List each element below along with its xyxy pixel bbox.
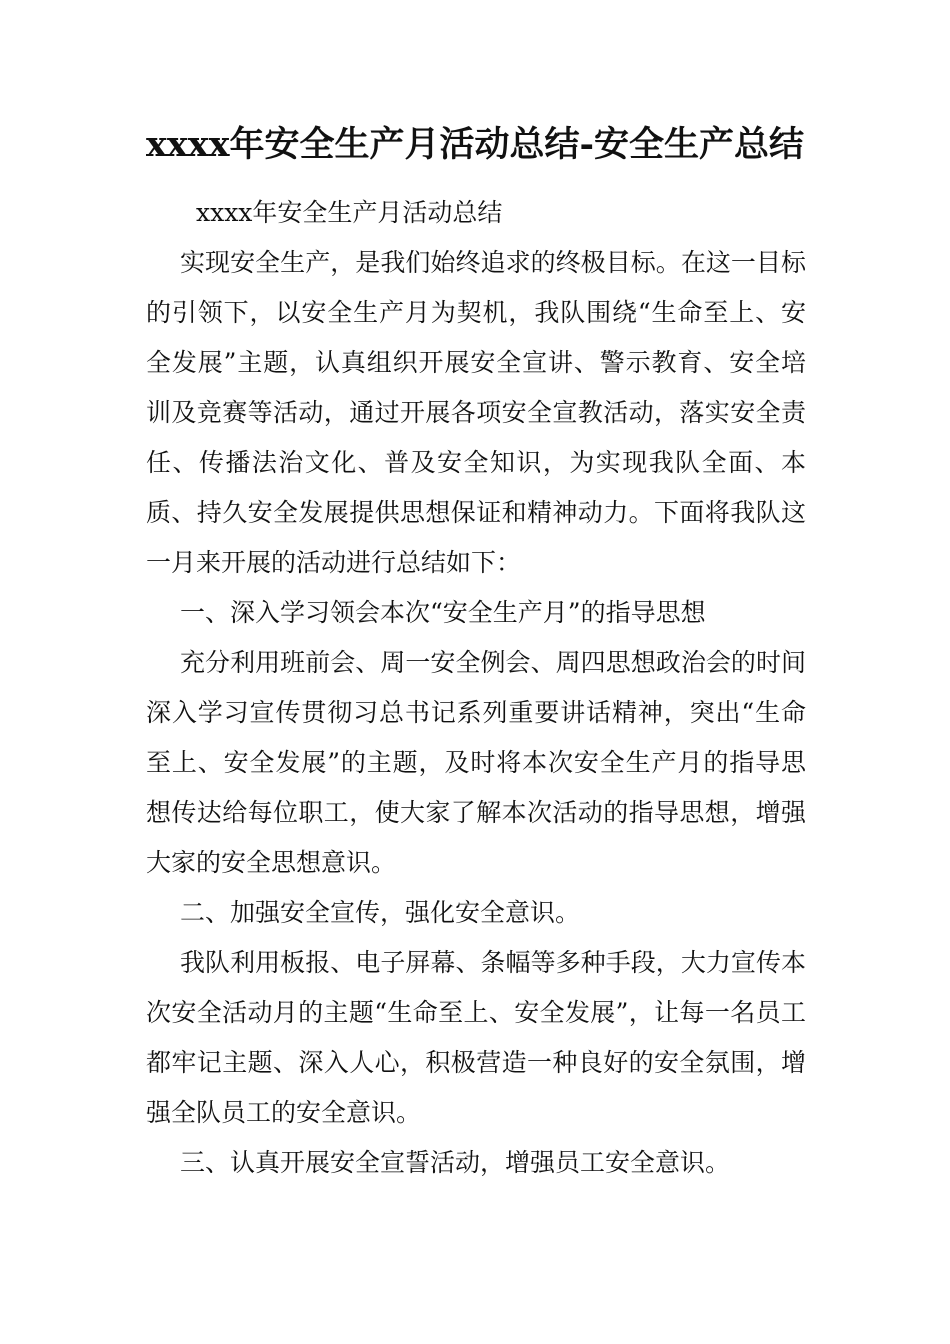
intro-paragraph: 实现安全生产，是我们始终追求的终极目标。在这一目标的引领下，以安全生产月为契机，我队围绕“生命至上、安全发展”主题，认真组织开展安全宣讲、警示教育、安全培训及竞赛等活动，通过开展各项安全宣教活动，落实安全责任、传播法治文化、普及安全知识，为实现我队全面、本质、持久安全发展提供思想保证和精神动力。下面将我队这一月来开展的活动进行总结如下： (146, 248, 806, 577)
document-title: xxxx年安全生产月活动总结-安全生产总结 (146, 124, 804, 165)
section-paragraph-2: 我队利用板报、电子屏幕、条幅等多种手段，大力宣传本次安全活动月的主题“生命至上、安全发展”，让每一名员工都牢记主题、深入人心，积极营造一种良好的安全氛围，增强全队员工的安全意识。 (146, 948, 806, 1127)
section-heading-3: 三、认真开展安全宣誓活动，增强员工安全意识。 (180, 1148, 731, 1177)
section-heading-1: 一、深入学习领会本次“安全生产月”的指导思想 (180, 598, 706, 627)
document-subtitle: xxxx年安全生产月活动总结 (196, 198, 503, 227)
section-paragraph-1: 充分利用班前会、周一安全例会、周四思想政治会的时间深入学习宣传贯彻习总书记系列重要讲话精神，突出“生命至上、安全发展”的主题，及时将本次安全生产月的指导思想传达给每位职工，使大家了解本次活动的指导思想，增强大家的安全思想意识。 (146, 648, 806, 877)
section-heading-2: 二、加强安全宣传，强化安全意识。 (180, 898, 581, 927)
document-body (146, 188, 806, 1188)
